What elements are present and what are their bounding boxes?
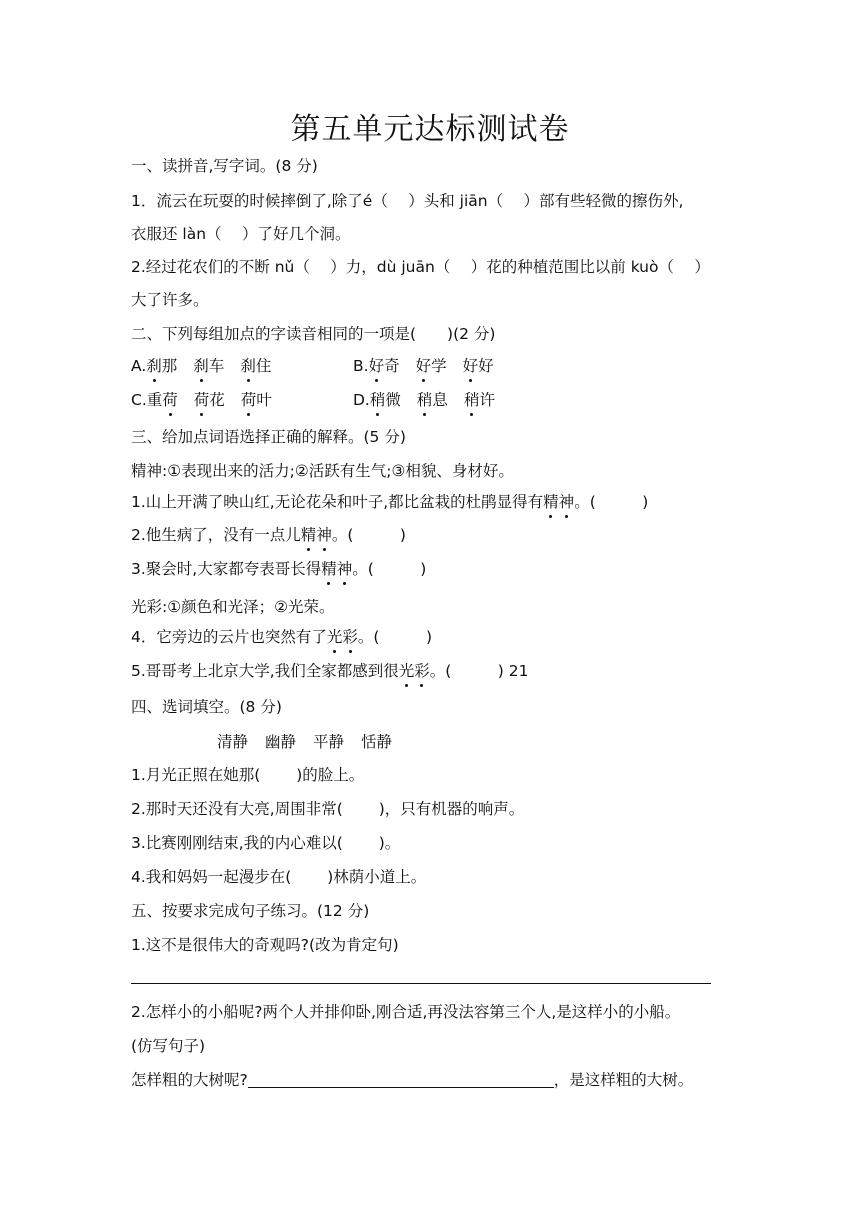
section1-heading: 一、读拼音,写字词。(8 分) [131, 157, 318, 175]
s5-q1: 1.这不是很伟大的奇观吗?(改为肯定句) [131, 936, 399, 954]
dotted-char: 光 [398, 662, 415, 680]
dotted-char: 稍 [369, 391, 386, 409]
s3-q1: 1.山上开满了映山红,无论花朵和叶子,都比盆栽的杜鹃显得有精神。( ) [131, 493, 649, 511]
word-bank [217, 731, 409, 753]
section5-heading: 五、按要求完成句子练习。(12 分) [131, 902, 370, 920]
dotted-char: 彩 [342, 628, 358, 646]
s4-q3: 3.比赛刚刚结束,我的内心难以( )。 [131, 834, 401, 852]
word-bank-item: 清静 [217, 733, 249, 751]
s3-q4: 4．它旁边的云片也突然有了光彩。( ) [131, 628, 433, 646]
dotted-char: 刹 [193, 357, 209, 375]
s3-q2: 2.他生病了，没有一点儿精神。( ) [131, 526, 406, 544]
word-bank-item: 平静 [313, 733, 345, 751]
dotted-char: 神 [558, 493, 575, 511]
dotted-char: 荷 [162, 391, 178, 409]
s1-q1-line2: 衣服还 làn（ ）了好几个洞。 [131, 225, 351, 243]
dotted-char: 稍 [463, 391, 480, 409]
dotted-char: 刹 [240, 357, 256, 375]
dotted-char: 神 [336, 560, 353, 578]
word-bank-item: 恬静 [361, 733, 393, 751]
dotted-char: 彩 [414, 662, 430, 680]
section2-heading: 二、下列每组加点的字读音相同的一项是( )(2 分) [131, 325, 496, 343]
s5-q2-line1: 2.怎样小的小船呢?两个人并排仰卧,刚合适,再没法容第三个人,是这样小的小船。 [131, 1003, 681, 1021]
dotted-char: 荷 [193, 391, 210, 409]
dotted-char: 刹 [146, 357, 162, 375]
dotted-char: 精 [321, 560, 337, 578]
dotted-char: 好 [415, 357, 432, 375]
s3-q5: 5.哥哥考上北京大学,我们全家都感到很光彩。( ) 21 [131, 662, 529, 680]
s2-option-d: D.稍微 稍息 稍许 [353, 391, 495, 409]
s3-definition-guangcai: 光彩:①颜色和光泽；②光荣。 [131, 598, 335, 616]
s2-option-b: B.好奇 好学 好好 [353, 357, 494, 375]
dotted-char: 稍 [416, 391, 433, 409]
s4-q1: 1.月光正照在她那( )的脸上。 [131, 766, 365, 784]
s5-q2-line2: (仿写句子) [131, 1037, 206, 1055]
page-title: 第五单元达标测试卷 [290, 112, 570, 147]
dotted-char: 光 [326, 628, 343, 646]
s2-option-a: A.刹那 刹车 刹住 B.好奇 好学 好好 [131, 357, 494, 375]
section3-heading: 三、给加点词语选择正确的解释。(5 分) [131, 428, 406, 446]
s1-q1-line1: 1．流云在玩耍的时候摔倒了,除了é（ ）头和 jiān（ ）部有些轻微的擦伤外, [131, 192, 684, 210]
s1-q2-line1: 2.经过花农们的不断 nǔ（ ）力，dù juān（ ）花的种植范围比以前 kuò（ ） [131, 258, 710, 276]
dotted-char: 精 [543, 493, 559, 511]
s1-q2-line2: 大了许多。 [131, 291, 209, 309]
fill-blank-underline[interactable] [248, 1069, 554, 1088]
s4-q4: 4.我和妈妈一起漫步在( )林荫小道上。 [131, 868, 427, 886]
s4-q2: 2.那时天还没有大亮,周围非常( )，只有机器的响声。 [131, 800, 525, 818]
answer-line[interactable] [131, 983, 711, 984]
s2-option-c: C.重荷 荷花 荷叶 D.稍微 稍息 稍许 [131, 391, 495, 409]
s3-q3: 3.聚会时,大家都夸表哥长得精神。( ) [131, 560, 427, 578]
section4-heading: 四、选词填空。(8 分) [131, 698, 282, 716]
s3-definition-jingshen: 精神:①表现出来的活力;②活跃有生气;③相貌、身材好。 [131, 462, 514, 480]
dotted-char: 神 [316, 526, 332, 544]
dotted-char: 好 [462, 357, 479, 375]
dotted-char: 荷 [240, 391, 257, 409]
word-bank-item: 幽静 [265, 733, 297, 751]
s5-q2-line3: 怎样粗的大树呢? ，是这样粗的大树。 [131, 1071, 694, 1089]
dotted-char: 好 [368, 357, 385, 375]
dotted-char: 精 [300, 526, 317, 544]
